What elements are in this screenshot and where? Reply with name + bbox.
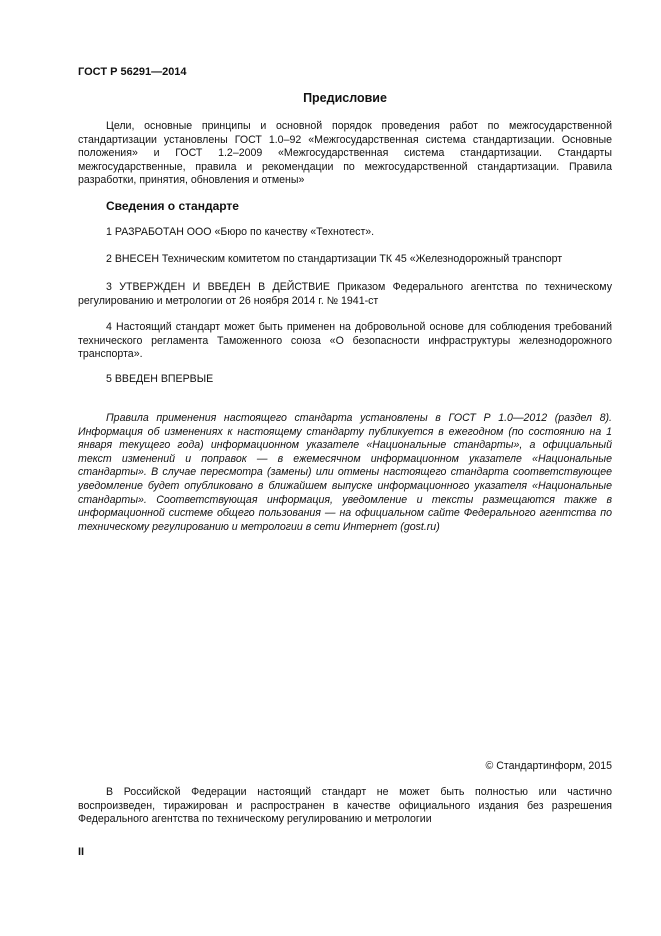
reproduction-notice: В Российской Федерации настоящий стандарт не может быть полностью или частично воспроизведен, тиражирован и распространен в качестве официального издания без разрешения Федерального агентства по техническому регулированию и метрологии bbox=[78, 786, 612, 826]
page-number: II bbox=[78, 846, 85, 858]
info-item-3: 3 УТВЕРЖДЕН И ВВЕДЕН В ДЕЙСТВИЕ Приказом Федерального агентства по техническому регулированию и метрологии от 26 ноября 2014 г. № 1941-ст bbox=[78, 281, 612, 307]
standard-info-title: Сведения о стандарте bbox=[106, 199, 239, 213]
rules-notice: Правила применения настоящего стандарта установлены в ГОСТ Р 1.0—2012 (раздел 8). Информация об изменениях к настоящему стандарту публикуется в ежегодном (по состоянию на 1 января текущего года) информационном указателе «Национальные стандарты», а официальный текст изменений и поправок — в ежемесячном информационном указателе «Национальные стандарты». В случае пересмотра (замены) или отмены настоящего стандарта соответствующее уведомление будет опубликовано в ближайшем выпуске информационного указателя «Национальные стандарты». Соответствующая информация, уведомление и тексты размещаются также в информационной системе общего пользования — на официальном сайте Федерального агентства по техническому регулированию и метрологии в сети Интернет (gost.ru) bbox=[78, 412, 612, 533]
info-item-4: 4 Настоящий стандарт может быть применен на добровольной основе для соблюдения требований технического регламента Таможенного союза «О безопасности инфраструктуры железнодорожного транспорта». bbox=[78, 321, 612, 361]
copyright-line: © Стандартинформ, 2015 bbox=[485, 760, 612, 772]
foreword-title: Предисловие bbox=[303, 91, 387, 105]
foreword-text: Цели, основные принципы и основной порядок проведения работ по межгосударственной стандартизации установлены ГОСТ 1.0–92 «Межгосударственная система стандартизации. Основные положения» и ГОСТ 1.2–2009 «Межгосударственная система стандартизации. Стандарты межгосударственные, правила и рекомендации по межгосударственной стандартизации. Правила разработки, принятия, обновления и отмены» bbox=[78, 120, 612, 187]
info-item-2: 2 ВНЕСЕН Техническим комитетом по стандартизации ТК 45 «Железнодорожный транспорт bbox=[106, 253, 563, 265]
info-item-1: 1 РАЗРАБОТАН ООО «Бюро по качеству «Технотест». bbox=[106, 226, 375, 238]
info-item-5: 5 ВВЕДЕН ВПЕРВЫЕ bbox=[106, 373, 214, 385]
document-code-header: ГОСТ Р 56291—2014 bbox=[78, 66, 187, 78]
